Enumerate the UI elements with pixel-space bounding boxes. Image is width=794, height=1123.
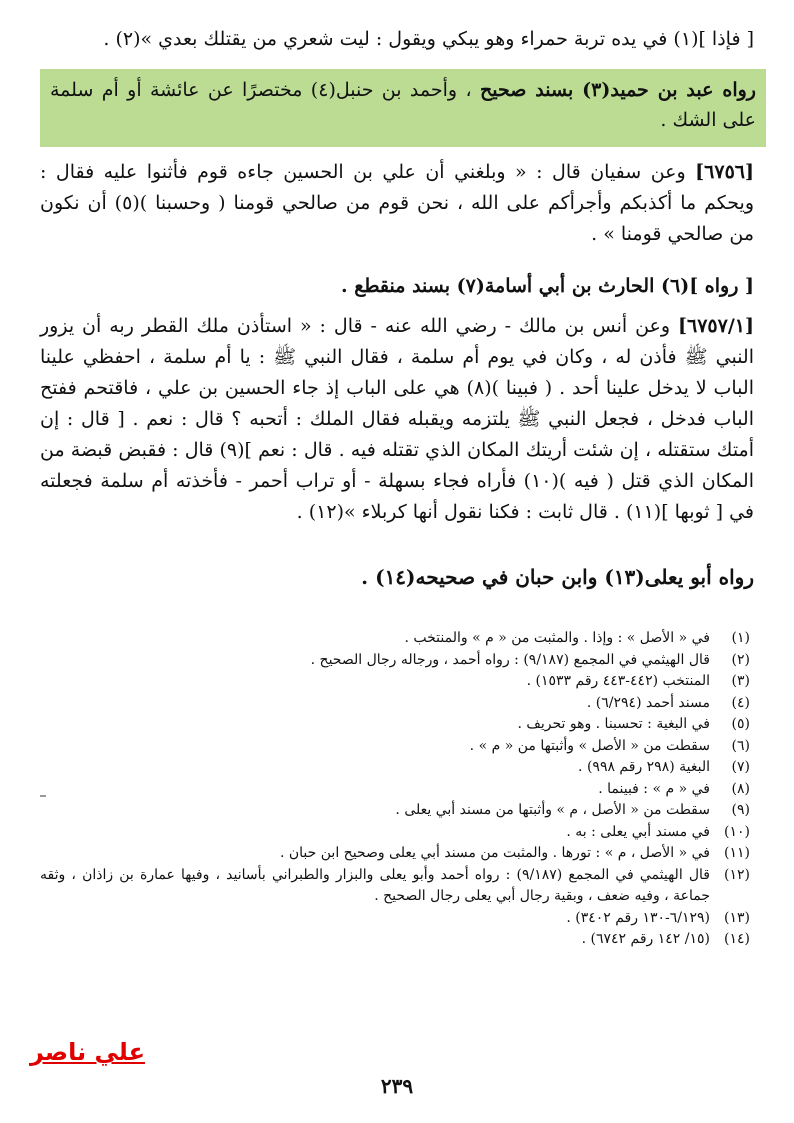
top-line-text: [ فإذا ](١) في يده تربة حمراء وهو يبكي ويقول : ليت شعري من يقتلك بعدي »(٢) . [103, 28, 754, 50]
footnote-text: في مسند أبي يعلى : به . [566, 823, 710, 840]
footnote-number: (١٢) [724, 866, 750, 883]
footnote-text: البغية (٢٩٨ رقم ٩٩٨) . [578, 759, 710, 775]
riwaya-text: رواه أبو يعلى(١٣) وابن حبان في صحيحه(١٤) . [361, 565, 754, 589]
footnote-text: (٦/١٢٩-١٣٠ رقم ٣٤٠٢) . [566, 909, 710, 926]
footnote-text: سقطت من « الأصل » وأثبتها من « م » . [469, 737, 710, 754]
footnote-text: المنتخب (٤٤٢-٤٤٣ رقم ١٥٣٣) . [526, 673, 710, 689]
footnote-number: (٢) [731, 651, 750, 668]
hadith-number: [٦٧٥٦] [695, 161, 754, 183]
highlight-bold: رواه عبد بن حميد(٣) بسند صحيح [479, 79, 756, 101]
footnote-number: (٥) [731, 716, 750, 732]
hadith-text: وعن أنس بن مالك - رضي الله عنه - قال : « استأذن ملك القطر ربه أن يزور النبي ﷺ فأذن له ، وكان في يوم أم سلمة ، فقال النبي ﷺ : يا أم سلمة ، احفظي علينا الباب لا يدخل علينا أحد . ( فبينا )(٨) هي على الباب إذ جاء الحسين بن علي ، فاقتحم ففتح الباب فدخل ، فجعل النبي ﷺ يلتزمه ويقبله فقال الملك : أتحبه ؟ قال : نعم . [ قال : إن أمتك ستقتله ، إن شئت أريتك المكان الذي تقتله فيه . قال : نعم ](٩) قال : فقبض قبضة من المكان الذي قتل ( فيه )(١٠) فأراه فجاء بسهلة - أو تراب أحمر - فأخذته أم سلمة فجعلته في [ ثوبها ](١١) . قال ثابت : فكنا نقول أنها كربلاء »(١٢) . [40, 315, 755, 523]
riwaya-6757 [40, 562, 754, 593]
footnote [40, 822, 750, 844]
footnote-number: (٨) [731, 780, 750, 797]
riwaya-text: [ رواه ](٦) الحارث بن أبي أسامة(٧) بسند منقطع . [341, 275, 754, 297]
footnote [40, 908, 750, 930]
footnote [40, 693, 750, 715]
footnote-text: في « م » : فبينما . [598, 780, 710, 797]
hadith-text: وعن سفيان قال : « وبلغني أن علي بن الحسين جاءه قوم فأثنوا عليه فقال : ويحكم ما أكذبكم وأجرأكم على الله ، نحن قوم من صالحي قومنا ( وحسبنا )(٥) أن نكون من صالحي قومنا » . [40, 161, 754, 245]
page-number: ٢٣٩ [380, 1074, 414, 1098]
footnote-number: (١) [731, 630, 750, 646]
footnote-number: (٩) [731, 802, 750, 818]
footnote [40, 929, 750, 951]
signature: علي ناصر [30, 1038, 145, 1066]
footnote [40, 865, 750, 908]
footnote-text: (١٥/ ١٤٢ رقم ٦٧٤٢) . [581, 931, 710, 947]
footnote-text: في « الأصل » : وإذا . والمثبت من « م » والمنتخب . [404, 630, 710, 646]
footnote [40, 757, 750, 779]
footnote-number: (١٤) [724, 931, 750, 947]
footnote-number: (٣) [731, 673, 750, 689]
footnote-number: (١٠) [724, 823, 750, 840]
footnote-text: في البغية : تحسبنا . وهو تحريف . [517, 716, 710, 732]
footnote [40, 843, 750, 865]
footnote-number: (٦) [731, 737, 750, 754]
footnote [40, 800, 750, 822]
footnote-text: في « الأصل ، م » : تورها . والمثبت من مسند أبي يعلى وصحيح ابن حبان . [279, 845, 710, 861]
footnote [40, 779, 750, 801]
footnote-text: قال الهيثمي في المجمع (٩/١٨٧) : رواه أحمد ، ورجاله رجال الصحيح . [310, 651, 710, 668]
footnote-text: سقطت من « الأصل ، م » وأثبتها من مسند أبي يعلى . [395, 802, 710, 818]
highlighted-riwaya [40, 69, 766, 147]
hadith-number: [٦٧٥٧/١] [678, 315, 754, 337]
footnote-number: (٤) [731, 694, 750, 711]
footnotes [40, 628, 750, 951]
hadith-6756 [40, 157, 754, 250]
footnote [40, 736, 750, 758]
footnote-number: (١٣) [724, 909, 750, 926]
footnote [40, 628, 750, 650]
footnote-text: مسند أحمد (٦/٢٩٤) . [586, 694, 710, 711]
top-line [40, 24, 754, 55]
footnote-number: (٧) [731, 759, 750, 775]
footnote-number: (١١) [724, 845, 750, 861]
footnote-text: قال الهيثمي في المجمع (٩/١٨٧) : رواه أحمد وأبو يعلى والبزار والطبراني بأسانيد ، وفيها عمارة بن زاذان ، وثقه جماعة ، وفيه ضعف ، وبقية رجال أبي يعلى رجال الصحيح . [40, 866, 710, 904]
footnote [40, 714, 750, 736]
footnote [40, 671, 750, 693]
riwaya-6756 [40, 271, 754, 302]
footnote [40, 650, 750, 672]
highlight-rest: ، وأحمد بن حنبل(٤) مختصرًا عن عائشة أو أم سلمة على الشك . [50, 79, 756, 131]
hadith-6757 [40, 311, 754, 528]
